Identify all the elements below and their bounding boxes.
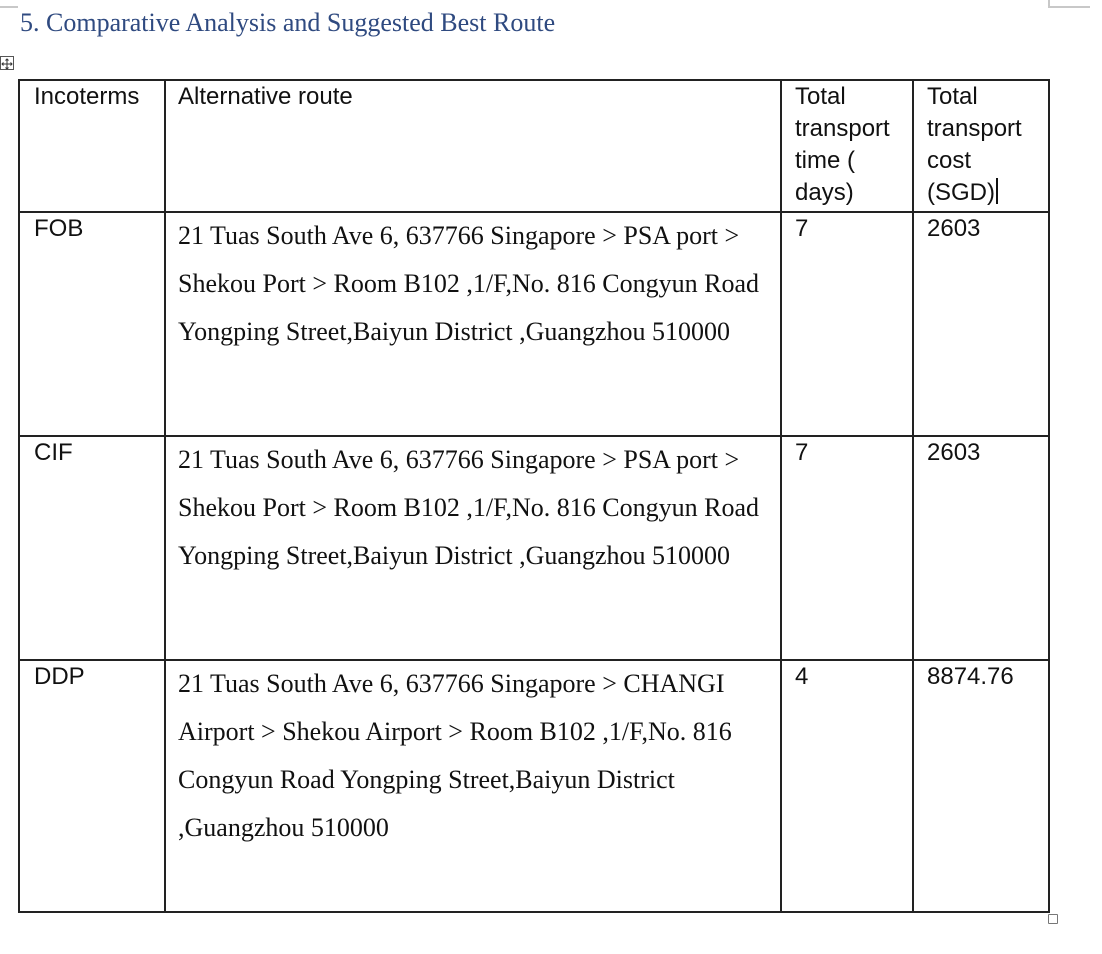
- cell-route[interactable]: [165, 212, 781, 436]
- cell-transport-cost[interactable]: 8874.76: [913, 660, 1049, 912]
- table-resize-handle-icon[interactable]: [1048, 914, 1058, 924]
- route-text: 21 Tuas South Ave 6, 637766 Singapore > CHANGI Airport > Shekou Airport > Room B102 ,1/F,No. 816 Congyun Road Yongping Street,Baiyun District ,Guangzhou 510000: [178, 669, 732, 842]
- header-transport-cost-text: Total transport cost (SGD): [927, 83, 1022, 206]
- cell-transport-time[interactable]: 4: [781, 660, 913, 912]
- table-move-handle-icon[interactable]: [0, 56, 14, 70]
- cell-incoterm[interactable]: FOB: [19, 212, 165, 436]
- cell-route[interactable]: [165, 436, 781, 660]
- cell-route[interactable]: [165, 660, 781, 912]
- cell-transport-time[interactable]: 7: [781, 212, 913, 436]
- page-corner-mark-right: [1048, 0, 1090, 8]
- header-transport-cost[interactable]: [913, 80, 1049, 212]
- table-header-row: [19, 80, 1049, 212]
- route-text: 21 Tuas South Ave 6, 637766 Singapore > PSA port > Shekou Port > Room B102 ,1/F,No. 816 Congyun Road Yongping Street,Baiyun District ,Guangzhou 510000: [178, 445, 760, 570]
- cell-incoterm[interactable]: CIF: [19, 436, 165, 660]
- table-row: [19, 660, 1049, 912]
- cell-incoterm[interactable]: DDP: [19, 660, 165, 912]
- text-cursor: [996, 178, 998, 204]
- header-transport-time[interactable]: Total transport time ( days): [781, 80, 913, 212]
- cell-transport-cost[interactable]: 2603: [913, 212, 1049, 436]
- table-row: [19, 436, 1049, 660]
- header-alternative-route[interactable]: Alternative route: [165, 80, 781, 212]
- section-heading: 5. Comparative Analysis and Suggested Best Route: [20, 8, 556, 37]
- header-incoterms[interactable]: Incoterms: [19, 80, 165, 212]
- move-arrows-icon: [1, 58, 13, 70]
- page-corner-mark-left: [0, 0, 18, 8]
- table-row: [19, 212, 1049, 436]
- cell-transport-time[interactable]: 7: [781, 436, 913, 660]
- cell-transport-cost[interactable]: 2603: [913, 436, 1049, 660]
- route-comparison-table[interactable]: [18, 79, 1050, 913]
- route-text: 21 Tuas South Ave 6, 637766 Singapore > PSA port > Shekou Port > Room B102 ,1/F,No. 816 Congyun Road Yongping Street,Baiyun District ,Guangzhou 510000: [178, 221, 760, 346]
